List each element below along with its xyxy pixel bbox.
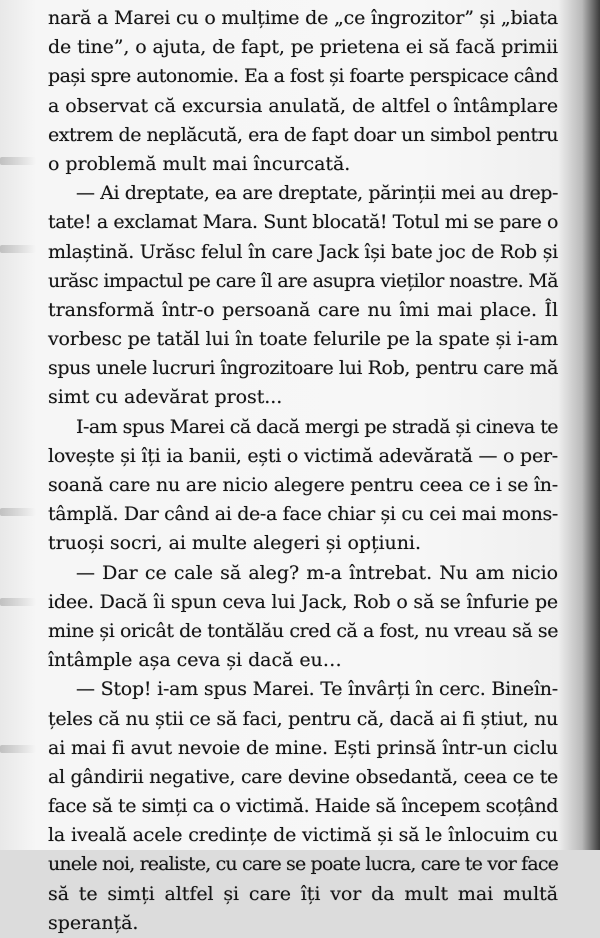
text-line: — Ai dreptate, ea are dreptate, părinții mei au drep- xyxy=(76,182,558,205)
text-line: de tine”, o ajuta, de fapt, pe prietena ei să facă primii xyxy=(48,36,558,59)
text-line: o problemă mult mai încurcată. xyxy=(48,152,351,175)
text-line: ai mai fi avut nevoie de mine. Ești prinsă într-un ciclu xyxy=(48,736,558,759)
text-line: a observat că excursia anulată, de altfel o întâmplare xyxy=(48,94,558,117)
text-line: spus unele lucruri îngrozitoare lui Rob, pentru care mă xyxy=(48,357,558,380)
text-line: lovește și îți ia banii, ești o victimă adevărată — o per- xyxy=(48,444,558,467)
text-line: nară a Marei cu o mulțime de „ce îngrozitor” și „biata xyxy=(48,7,558,29)
text-line: face să te simți ca o victimă. Haide să începem scoțând xyxy=(48,795,558,818)
text-line: tâmplă. Dar când ai de-a face chiar și cu cei mai mons- xyxy=(48,503,558,526)
bleed-through-mark xyxy=(0,245,36,253)
text-line: vorbesc pe tatăl lui în toate felurile pe la spate și i-am xyxy=(48,328,558,351)
bleed-through-mark xyxy=(0,157,36,165)
text-line: tate! a exclamat Mara. Sunt blocată! Totul mi se pare o xyxy=(48,211,558,234)
text-line: pași spre autonomie. Ea a fost și foarte perspicace când xyxy=(48,65,558,88)
text-line: — Stop! i-am spus Marei. Te învârți în cerc. Bineîn- xyxy=(76,678,558,701)
text-line: întâmple așa ceva și dacă eu… xyxy=(48,649,342,672)
text-line: — Dar ce cale să aleg? m-a întrebat. Nu am nicio xyxy=(76,561,558,584)
text-line: extrem de neplăcută, era de fapt doar un simbol pentru xyxy=(48,123,558,146)
text-line: speranță. xyxy=(48,911,139,934)
text-line: la iveală acele credințe de victimă și să le înlocuim cu xyxy=(48,824,558,847)
body-text xyxy=(48,4,558,938)
text-line: transformă într-o persoană care nu îmi mai place. Îl xyxy=(48,298,558,321)
text-line: simt cu adevărat prost... xyxy=(48,386,283,409)
bleed-through-mark xyxy=(0,508,36,516)
text-line: mine și oricât de tontălău cred că a fost, nu vreau să se xyxy=(48,619,558,642)
bleed-through-mark xyxy=(0,745,36,753)
text-line: să te simți altfel și care îți vor da mult mai multă xyxy=(48,882,558,905)
text-line: mlaștină. Urăsc felul în care Jack își bate joc de Rob și xyxy=(48,240,558,263)
text-line: unele noi, realiste, cu care se poate lucra, care te vor face xyxy=(48,853,558,876)
text-line: idee. Dacă îi spun ceva lui Jack, Rob o să se înfurie pe xyxy=(48,590,558,613)
text-line: I-am spus Marei că dacă mergi pe stradă și cineva te xyxy=(76,415,558,438)
text-line: țeles că nu știi ce să faci, pentru că, dacă ai fi știut, nu xyxy=(48,707,558,730)
text-line: truoși socri, ai multe alegeri și opțiuni. xyxy=(48,532,421,555)
text-line: urăsc impactul pe care îl are asupra vieților noastre. Mă xyxy=(48,269,558,292)
text-line: al gândirii negative, care devine obsedantă, ceea ce te xyxy=(48,765,558,788)
text-line: soană care nu are nicio alegere pentru ceea ce i se în- xyxy=(48,474,558,496)
bleed-through-mark xyxy=(0,598,36,606)
